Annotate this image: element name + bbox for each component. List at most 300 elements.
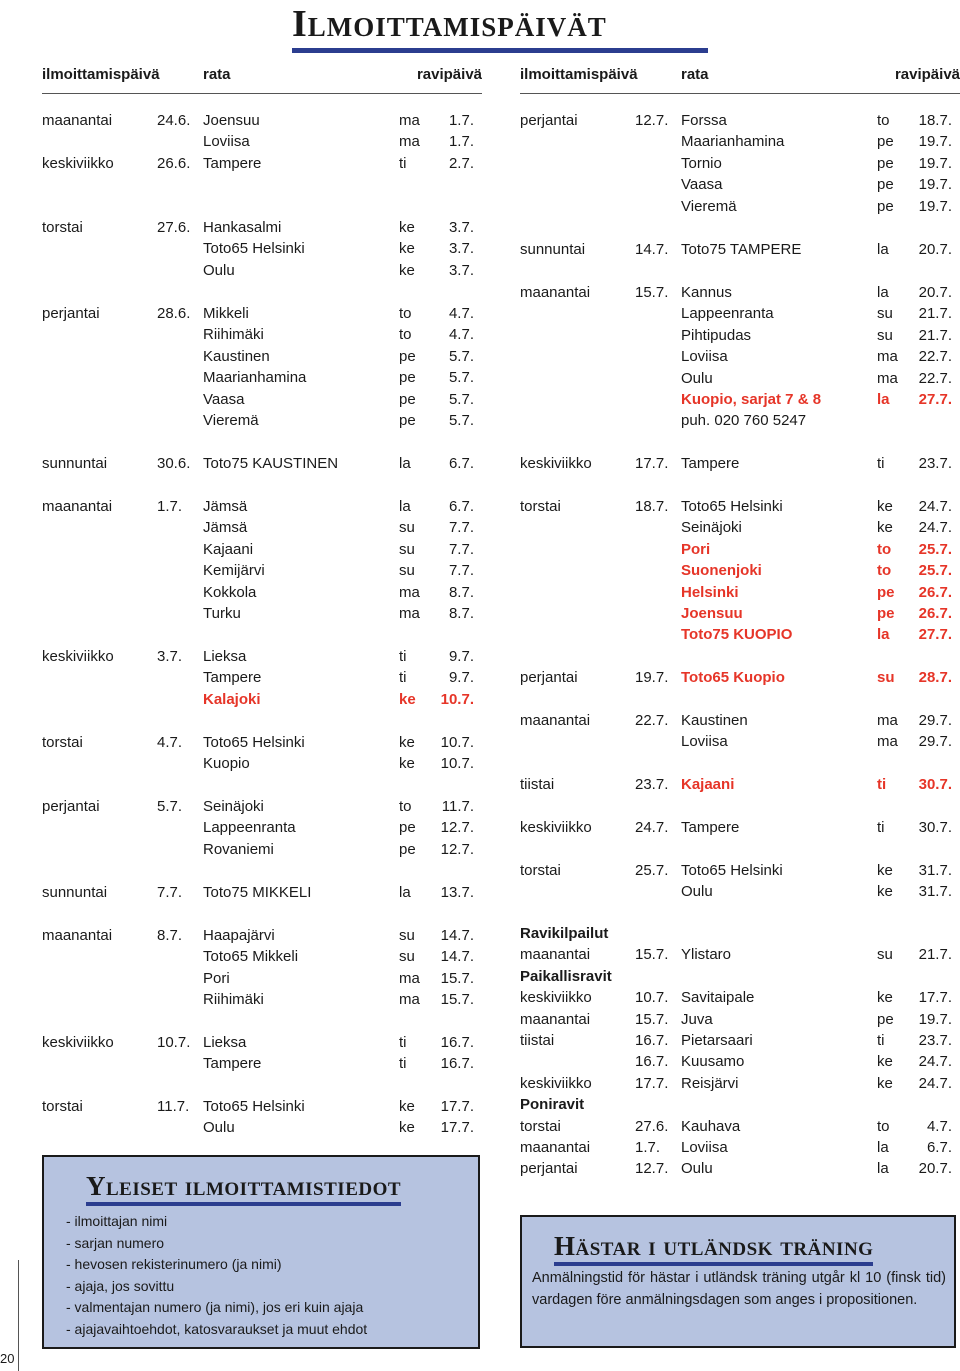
general-info-box <box>42 1155 480 1349</box>
date-cell: 4.7. <box>157 734 183 751</box>
track-cell: Oulu <box>681 883 713 901</box>
race-date-cell: 15.7. <box>440 969 474 987</box>
weekday-cell: to <box>399 305 412 322</box>
weekday-cell: la <box>877 626 890 644</box>
race-date-cell: 20.7. <box>918 284 952 301</box>
table-row <box>520 1137 960 1158</box>
table-row <box>42 882 482 903</box>
track-cell: Seinäjoki <box>681 519 742 537</box>
table-row <box>42 260 482 281</box>
list-item: - valmentajan numero (ja nimi), jos eri kuin ajaja <box>66 1299 364 1315</box>
race-date-cell: 21.7. <box>918 326 952 344</box>
track-cell: Joensuu <box>203 112 260 129</box>
weekday-cell: ke <box>877 1074 893 1092</box>
race-date-cell: 24.7. <box>918 498 952 515</box>
schedule-group <box>520 667 960 688</box>
race-date-cell: 30.7. <box>918 776 952 793</box>
table-row <box>520 774 960 795</box>
race-date-cell: 16.7. <box>440 1055 474 1073</box>
table-row <box>520 1051 960 1072</box>
weekday-cell: to <box>399 326 412 344</box>
header-rata: rata <box>203 66 231 83</box>
page-margin-rule <box>18 1260 19 1371</box>
weekday-cell: la <box>877 284 889 301</box>
weekday-cell: pe <box>399 347 416 365</box>
track-cell: Toto75 TAMPERE <box>681 241 802 258</box>
table-row <box>520 667 960 688</box>
weekday-cell: ke <box>399 219 415 236</box>
schedule-group <box>520 923 960 1180</box>
race-date-cell: 3.7. <box>448 261 474 279</box>
date-cell: 25.7. <box>635 862 669 879</box>
day-cell: perjantai <box>520 112 578 129</box>
race-date-cell: 27.7. <box>918 626 952 644</box>
race-date-cell: 28.7. <box>918 669 952 686</box>
table-row <box>42 667 482 688</box>
race-date-cell: 22.7. <box>918 348 952 366</box>
track-cell: Juva <box>681 1010 713 1028</box>
weekday-cell: ma <box>399 991 420 1009</box>
day-cell: Paikallisravit <box>520 967 612 985</box>
race-date-cell: 14.7. <box>440 948 474 966</box>
weekday-cell: ke <box>399 755 415 773</box>
track-cell: Kannus <box>681 284 732 301</box>
table-row <box>42 1096 482 1117</box>
race-date-cell: 19.7. <box>918 133 952 151</box>
track-cell: Tampere <box>681 819 740 836</box>
date-cell: 27.6. <box>635 1117 669 1135</box>
track-cell: Toto75 KAUSTINEN <box>203 455 339 472</box>
table-row <box>520 368 960 389</box>
table-row <box>520 496 960 517</box>
table-row <box>42 817 482 838</box>
schedule-group <box>42 453 482 474</box>
table-row <box>42 646 482 667</box>
day-cell: maanantai <box>42 927 113 944</box>
table-row <box>42 217 482 238</box>
race-date-cell: 8.7. <box>448 583 474 601</box>
track-cell: Toto65 Mikkeli <box>203 948 299 966</box>
day-cell: perjantai <box>42 798 100 815</box>
track-cell: Savitaipale <box>681 989 755 1007</box>
table-row <box>520 410 960 431</box>
date-cell: 12.7. <box>635 112 669 129</box>
track-cell: Helsinki <box>681 583 739 601</box>
weekday-cell: ti <box>877 1031 885 1049</box>
day-cell: perjantai <box>520 669 578 686</box>
race-date-cell: 17.7. <box>918 989 952 1007</box>
table-row <box>42 753 482 774</box>
date-cell: 15.7. <box>635 284 669 301</box>
track-cell: Kemijärvi <box>203 562 265 580</box>
race-date-cell: 25.7. <box>918 562 952 580</box>
table-row <box>520 860 960 881</box>
track-cell: Kuopio, sarjat 7 & 8 <box>681 390 822 408</box>
table-row <box>520 174 960 195</box>
schedule-group <box>42 1032 482 1075</box>
weekday-cell: ti <box>399 154 407 172</box>
race-date-cell: 6.7. <box>926 1138 952 1156</box>
track-cell: puh. 020 760 5247 <box>681 412 807 430</box>
weekday-cell: ma <box>399 969 420 987</box>
table-row <box>42 796 482 817</box>
general-info-list <box>66 1211 367 1340</box>
weekday-cell: ke <box>399 261 415 279</box>
race-date-cell: 10.7. <box>440 734 474 751</box>
race-date-cell: 17.7. <box>440 1119 474 1137</box>
track-cell: Loviisa <box>681 733 728 751</box>
table-row <box>520 710 960 731</box>
day-cell: maanantai <box>520 712 591 729</box>
schedule-group <box>42 303 482 431</box>
date-cell: 24.7. <box>635 819 669 836</box>
race-date-cell: 7.7. <box>448 540 474 558</box>
table-row <box>520 603 960 624</box>
table-row <box>520 560 960 581</box>
day-cell: keskiviikko <box>520 989 592 1007</box>
weekday-cell: la <box>877 1160 889 1178</box>
weekday-cell: la <box>877 241 889 258</box>
track-cell: Toto65 Helsinki <box>681 498 783 515</box>
day-cell: perjantai <box>520 1160 578 1178</box>
track-cell: Loviisa <box>681 348 728 366</box>
weekday-cell: ke <box>399 1119 415 1137</box>
race-date-cell: 19.7. <box>918 176 952 194</box>
table-row <box>520 817 960 838</box>
track-cell: Suonenjoki <box>681 562 762 580</box>
weekday-cell: su <box>877 326 893 344</box>
day-cell: keskiviikko <box>520 455 592 472</box>
track-cell: Tampere <box>203 154 262 172</box>
table-row <box>520 1009 960 1030</box>
date-cell: 26.6. <box>157 154 191 172</box>
table-row <box>42 389 482 410</box>
header-ilmoittamispaiva: ilmoittamispäivä <box>42 66 160 83</box>
track-cell: Jämsä <box>203 498 248 515</box>
track-cell: Kajaani <box>681 776 735 793</box>
weekday-cell: su <box>399 540 415 558</box>
list-item: - ajaja, jos sovittu <box>66 1277 175 1294</box>
track-cell: Tampere <box>203 1055 262 1073</box>
track-cell: Riihimäki <box>203 991 264 1009</box>
race-date-cell: 23.7. <box>918 455 952 472</box>
race-date-cell: 7.7. <box>448 562 474 580</box>
track-cell: Maarianhamina <box>203 369 307 387</box>
date-cell: 10.7. <box>635 989 669 1007</box>
day-cell: maanantai <box>42 112 113 129</box>
schedule-group <box>520 453 960 474</box>
race-date-cell: 19.7. <box>918 154 952 172</box>
table-row <box>520 1073 960 1094</box>
weekday-cell: su <box>399 519 415 537</box>
schedule-group <box>42 732 482 775</box>
track-cell: Toto65 Helsinki <box>681 862 783 879</box>
table-row <box>520 389 960 410</box>
track-cell: Lappeenranta <box>681 305 774 323</box>
date-cell: 5.7. <box>157 798 183 815</box>
day-cell: sunnuntai <box>42 884 108 901</box>
day-cell: sunnuntai <box>42 455 108 472</box>
table-row <box>42 925 482 946</box>
schedule-group <box>42 646 482 710</box>
track-cell: Mikkeli <box>203 305 249 322</box>
date-cell: 22.7. <box>635 712 669 729</box>
weekday-cell: to <box>877 1117 890 1135</box>
schedule-group <box>42 796 482 860</box>
table-row <box>42 560 482 581</box>
race-date-cell: 9.7. <box>448 648 474 665</box>
date-cell: 1.7. <box>635 1138 661 1156</box>
race-date-cell: 5.7. <box>448 347 474 365</box>
header-ilmoittamispaiva: ilmoittamispäivä <box>520 66 638 83</box>
track-cell: Ylistaro <box>681 946 732 964</box>
table-row <box>42 453 482 474</box>
race-date-cell: 29.7. <box>918 733 952 751</box>
weekday-cell: su <box>399 927 415 944</box>
race-date-cell: 22.7. <box>918 369 952 387</box>
weekday-cell: su <box>877 946 893 964</box>
weekday-cell: su <box>399 948 415 966</box>
track-cell: Kaustinen <box>203 347 270 365</box>
table-row <box>520 131 960 152</box>
race-date-cell: 25.7. <box>918 540 952 558</box>
track-cell: Oulu <box>681 1160 713 1178</box>
table-row <box>42 839 482 860</box>
weekday-cell: pe <box>399 390 416 408</box>
schedule-group <box>520 239 960 260</box>
track-cell: Toto65 Kuopio <box>681 669 785 686</box>
table-row <box>520 966 960 987</box>
table-row <box>520 196 960 217</box>
table-row <box>520 153 960 174</box>
weekday-cell: pe <box>877 583 895 601</box>
day-cell: torstai <box>520 862 561 879</box>
weekday-cell: ti <box>399 648 407 665</box>
header-divider <box>42 93 482 94</box>
race-date-cell: 26.7. <box>918 604 952 622</box>
weekday-cell: la <box>399 498 411 515</box>
track-cell: Pori <box>681 540 711 558</box>
schedule-group <box>520 817 960 838</box>
schedule-group <box>42 496 482 624</box>
track-cell: Vaasa <box>203 390 245 408</box>
track-cell: Tampere <box>203 669 262 687</box>
weekday-cell: pe <box>399 369 416 387</box>
race-date-cell: 8.7. <box>448 604 474 622</box>
race-date-cell: 31.7. <box>918 862 952 879</box>
track-cell: Rovaniemi <box>203 840 274 858</box>
date-cell: 16.7. <box>635 1031 669 1049</box>
header-divider <box>520 93 960 94</box>
table-row <box>520 325 960 346</box>
date-cell: 15.7. <box>635 1010 669 1028</box>
table-row <box>520 517 960 538</box>
weekday-cell: pe <box>877 197 894 215</box>
table-row <box>42 539 482 560</box>
race-date-cell: 17.7. <box>440 1098 474 1115</box>
race-date-cell: 3.7. <box>448 219 474 236</box>
date-cell: 14.7. <box>635 241 669 258</box>
race-date-cell: 19.7. <box>918 1010 952 1028</box>
day-cell: keskiviikko <box>42 1034 114 1051</box>
table-row <box>42 238 482 259</box>
table-row <box>42 732 482 753</box>
date-cell: 23.7. <box>635 776 669 793</box>
race-date-cell: 12.7. <box>440 819 474 837</box>
weekday-cell: to <box>399 798 412 815</box>
track-cell: Toto65 Helsinki <box>203 240 305 258</box>
general-info-title: Yleiset ilmoittamistiedot <box>86 1171 402 1201</box>
date-cell: 11.7. <box>157 1098 190 1115</box>
weekday-cell: ti <box>877 776 887 793</box>
track-cell: Pihtipudas <box>681 326 752 344</box>
table-row <box>520 582 960 603</box>
weekday-cell: su <box>877 669 895 686</box>
weekday-cell: ma <box>877 733 898 751</box>
track-cell: Tampere <box>681 455 740 472</box>
weekday-cell: pe <box>399 819 416 837</box>
track-cell: Jämsä <box>203 519 248 537</box>
list-item: - sarjan numero <box>66 1234 165 1251</box>
table-row <box>520 1094 960 1115</box>
race-date-cell: 19.7. <box>918 197 952 215</box>
table-row <box>42 689 482 710</box>
track-cell: Kuopio <box>203 755 250 773</box>
table-row <box>42 1117 482 1138</box>
table-row <box>42 131 482 152</box>
date-cell: 7.7. <box>157 884 183 901</box>
foreign-training-box <box>520 1215 956 1348</box>
weekday-cell: ke <box>399 1098 415 1115</box>
weekday-cell: su <box>399 562 415 580</box>
table-row <box>42 346 482 367</box>
weekday-cell: ma <box>399 604 420 622</box>
race-date-cell: 9.7. <box>448 669 474 687</box>
race-date-cell: 11.7. <box>441 798 474 815</box>
weekday-cell: ma <box>877 348 898 366</box>
table-row <box>42 946 482 967</box>
date-cell: 27.6. <box>157 219 191 236</box>
date-cell: 3.7. <box>157 648 183 665</box>
weekday-cell: pe <box>877 133 894 151</box>
weekday-cell: to <box>877 540 892 558</box>
race-date-cell: 10.7. <box>440 690 474 708</box>
schedule-group <box>520 110 960 217</box>
weekday-cell: la <box>399 455 411 472</box>
day-cell: maanantai <box>520 946 591 964</box>
track-cell: Oulu <box>681 369 713 387</box>
table-row <box>42 968 482 989</box>
track-cell: Vaasa <box>681 176 723 194</box>
day-cell: maanantai <box>520 1010 591 1028</box>
weekday-cell: pe <box>877 154 894 172</box>
page-number: 20 <box>0 1351 15 1366</box>
date-cell: 16.7. <box>635 1053 669 1071</box>
track-cell: Riihimäki <box>203 326 264 344</box>
race-date-cell: 21.7. <box>918 946 952 964</box>
track-cell: Loviisa <box>203 133 250 151</box>
foreign-training-text: Anmälningstid för hästar i utländsk träning utgår kl 10 (finsk tid) vardagen före anmälningsdagen som anges i propositionen. <box>532 1270 946 1308</box>
day-cell: sunnuntai <box>520 241 586 258</box>
day-cell: Poniravit <box>520 1096 585 1114</box>
weekday-cell: ke <box>399 734 415 751</box>
track-cell: Turku <box>203 604 241 622</box>
schedule-group <box>520 774 960 795</box>
track-cell: Vieremä <box>203 411 259 429</box>
schedule-group <box>520 282 960 432</box>
day-cell: tiistai <box>520 1031 555 1049</box>
track-cell: Kajaani <box>203 540 254 558</box>
track-cell: Lieksa <box>203 648 247 665</box>
date-cell: 10.7. <box>157 1034 191 1051</box>
track-cell: Loviisa <box>681 1138 728 1156</box>
table-row <box>42 496 482 517</box>
table-row <box>520 1116 960 1137</box>
race-date-cell: 6.7. <box>448 498 474 515</box>
race-date-cell: 5.7. <box>448 369 474 387</box>
track-cell: Kuusamo <box>681 1053 745 1071</box>
page-title: Ilmoittamispäivät <box>292 3 607 45</box>
track-cell: Kaustinen <box>681 712 748 729</box>
weekday-cell: ti <box>399 1034 407 1051</box>
weekday-cell: la <box>399 884 411 901</box>
date-cell: 1.7. <box>157 498 183 515</box>
race-date-cell: 4.7. <box>448 305 474 322</box>
race-date-cell: 23.7. <box>918 1031 952 1049</box>
date-cell: 15.7. <box>635 946 669 964</box>
weekday-cell: ma <box>399 583 420 601</box>
foreign-training-title: Hästar i utländsk träning <box>554 1231 874 1261</box>
track-cell: Kauhava <box>681 1117 741 1135</box>
weekday-cell: pe <box>877 176 894 194</box>
race-date-cell: 14.7. <box>440 927 474 944</box>
track-cell: Kalajoki <box>203 690 261 708</box>
table-row <box>42 303 482 324</box>
weekday-cell: ti <box>399 669 407 687</box>
weekday-cell: ma <box>399 133 420 151</box>
header-ravipaiva: ravipäivä <box>894 66 960 83</box>
track-cell: Joensuu <box>681 604 743 622</box>
header-rata: rata <box>681 66 709 83</box>
day-cell: torstai <box>520 1117 561 1135</box>
date-cell: 17.7. <box>635 1074 669 1092</box>
table-row <box>520 110 960 131</box>
date-cell: 18.7. <box>635 498 669 515</box>
header-ravipaiva: ravipäivä <box>416 66 482 83</box>
day-cell: Ravikilpailut <box>520 925 609 942</box>
weekday-cell: ma <box>877 712 898 729</box>
track-cell: Oulu <box>203 1119 235 1137</box>
table-row <box>42 582 482 603</box>
track-cell: Lappeenranta <box>203 819 296 837</box>
date-cell: 28.6. <box>157 305 191 322</box>
table-row <box>520 346 960 367</box>
schedule-group <box>42 882 482 903</box>
track-cell: Forssa <box>681 112 727 129</box>
table-row <box>42 603 482 624</box>
table-row <box>42 367 482 388</box>
day-cell: keskiviikko <box>42 154 114 172</box>
day-cell: torstai <box>520 498 561 515</box>
table-row <box>42 1032 482 1053</box>
day-cell: keskiviikko <box>42 648 114 665</box>
race-date-cell: 31.7. <box>918 883 952 901</box>
race-date-cell: 12.7. <box>440 840 474 858</box>
table-row <box>520 624 960 645</box>
date-cell: 24.6. <box>157 112 191 129</box>
track-cell: Oulu <box>203 261 235 279</box>
race-date-cell: 24.7. <box>918 1053 952 1071</box>
